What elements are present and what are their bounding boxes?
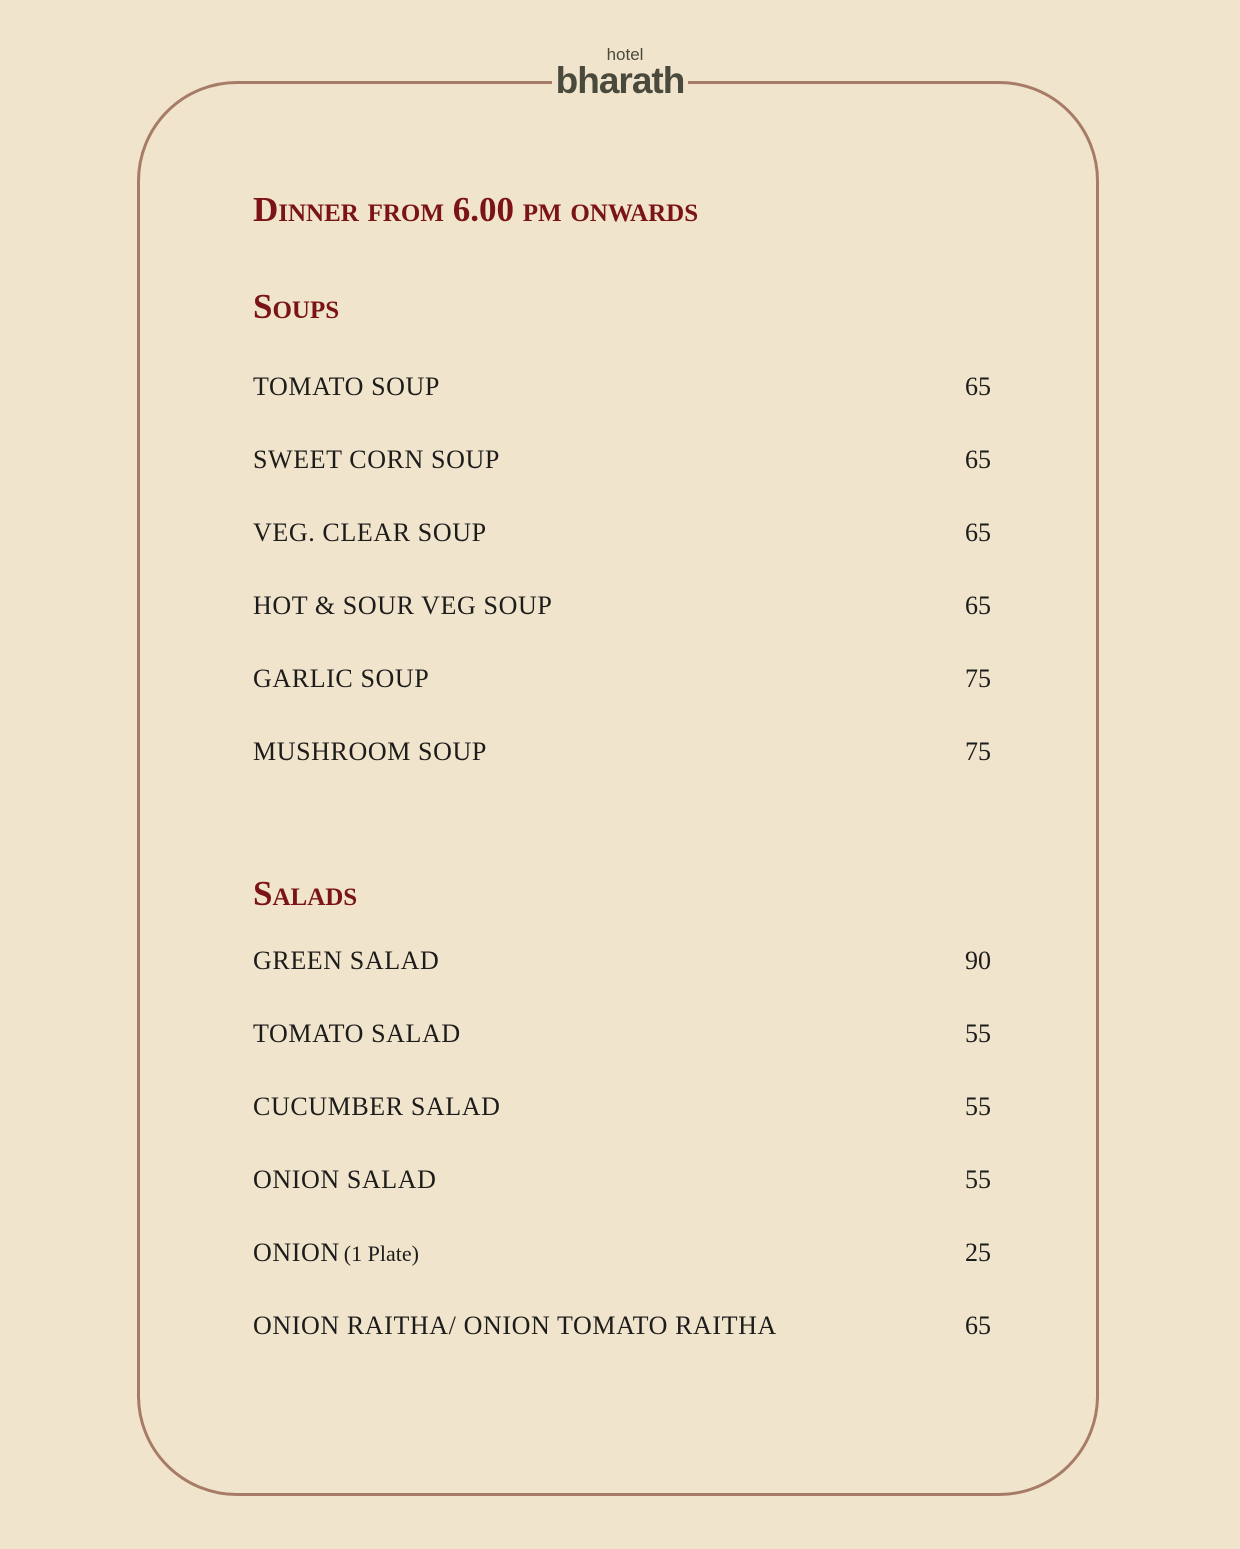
item-price: 55	[965, 1092, 991, 1121]
item-name: GARLIC SOUP	[253, 664, 430, 693]
menu-item	[253, 1308, 991, 1344]
menu-item	[253, 734, 991, 770]
menu-item	[253, 1162, 991, 1198]
item-price: 25	[965, 1238, 991, 1267]
hotel-logo	[552, 44, 688, 110]
item-price: 55	[965, 1019, 991, 1048]
item-price: 75	[965, 664, 991, 693]
item-name: ONION RAITHA/ ONION TOMATO RAITHA	[253, 1311, 777, 1340]
item-price: 65	[965, 372, 991, 401]
item-price: 65	[965, 1311, 991, 1340]
item-note: (1 Plate)	[343, 1241, 419, 1266]
logo-small-text: hotel	[606, 45, 644, 64]
item-name: HOT & SOUR VEG SOUP	[253, 591, 553, 620]
item-price: 75	[965, 737, 991, 766]
item-name: ONION	[253, 1238, 340, 1267]
item-price: 90	[965, 946, 991, 975]
item-name: VEG. CLEAR SOUP	[253, 518, 487, 547]
menu-item	[253, 515, 991, 551]
item-name: TOMATO SOUP	[253, 372, 440, 401]
section-title-salads: Salads	[253, 874, 358, 913]
item-price: 55	[965, 1165, 991, 1194]
item-name-with-note	[253, 1235, 419, 1272]
menu-item	[253, 1089, 991, 1125]
menu-item	[253, 661, 991, 697]
menu-item	[253, 943, 991, 979]
menu-item	[253, 442, 991, 478]
menu-item	[253, 1235, 991, 1271]
item-price: 65	[965, 591, 991, 620]
item-price: 65	[965, 445, 991, 474]
item-price: 65	[965, 518, 991, 547]
section-title-soups: Soups	[253, 287, 340, 326]
menu-item	[253, 588, 991, 624]
item-name: GREEN SALAD	[253, 946, 440, 975]
item-name: ONION SALAD	[253, 1165, 437, 1194]
menu-item	[253, 369, 991, 405]
logo-main-text: bharath	[555, 60, 685, 101]
item-name: MUSHROOM SOUP	[253, 737, 487, 766]
item-name: SWEET CORN SOUP	[253, 445, 500, 474]
dinner-headline: Dinner from 6.00 pm onwards	[253, 190, 699, 229]
menu-item	[253, 1016, 991, 1052]
item-name: TOMATO SALAD	[253, 1019, 461, 1048]
item-name: CUCUMBER SALAD	[253, 1092, 501, 1121]
